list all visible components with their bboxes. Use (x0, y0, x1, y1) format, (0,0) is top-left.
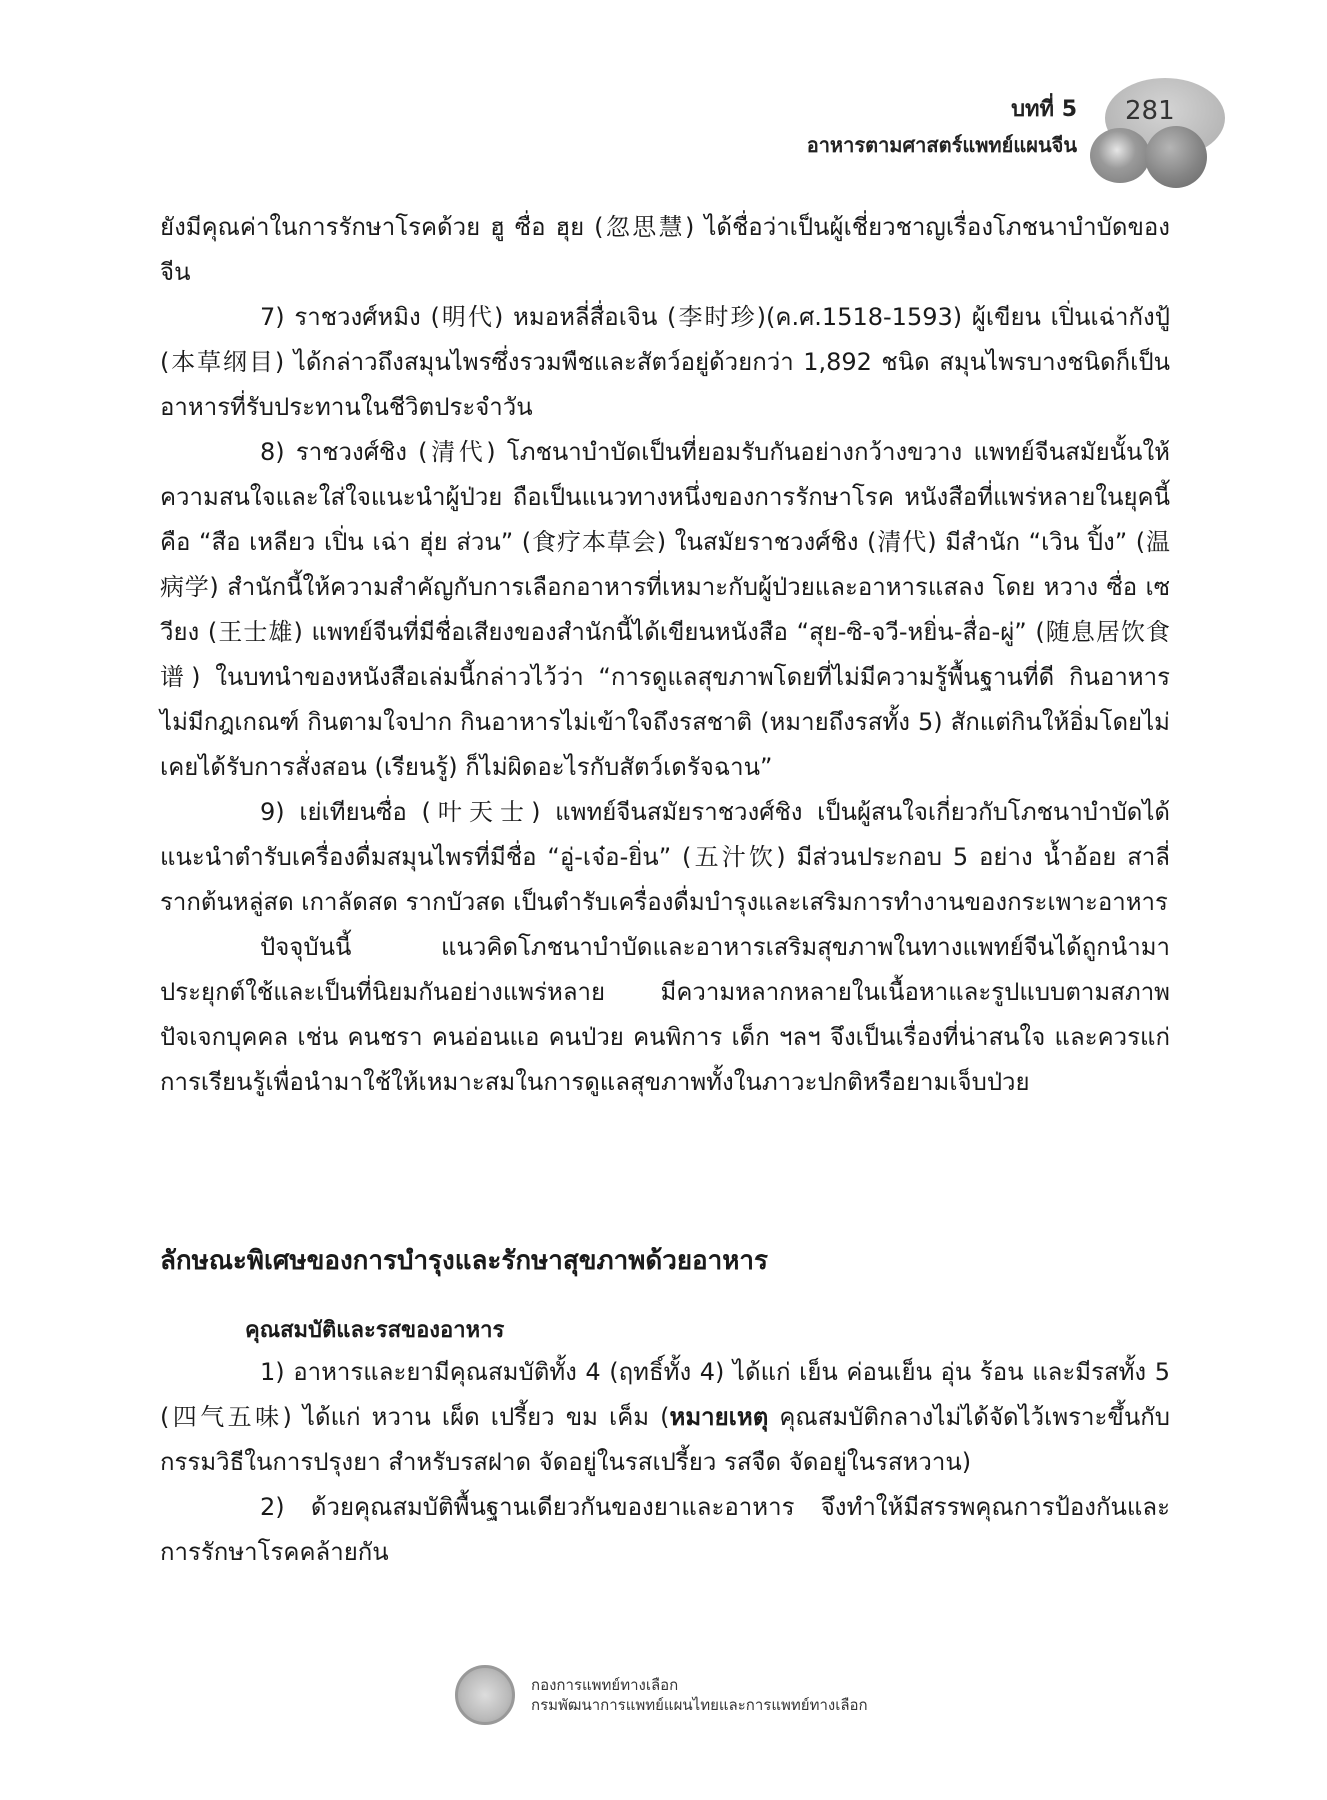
list-item: 2) ด้วยคุณสมบัติพื้นฐานเดียวกันของยาและอาหาร จึงทำให้มีสรรพคุณการป้องกันและการรักษาโรคคล้ายกัน (160, 1493, 1170, 1566)
item-text: 1) อาหารและยามีคุณสมบัติทั้ง 4 (ฤทธิ์ทั้ง 4) ได้แก่ เย็น ค่อนเย็น อุ่น ร้อน และมีรสทั้ง 5 (四气五味) ได้แก่ หวาน เผ็ด เปรี้ยว ขม เค็ม ( (160, 1358, 1170, 1431)
tomato-half-icon (1090, 128, 1150, 183)
footer-line-1: กองการแพทย์ทางเลือก (531, 1676, 679, 1694)
chapter-title: อาหารตามศาสตร์แพทย์แผนจีน (806, 133, 1077, 157)
paragraph: 7) ราชวงศ์หมิง (明代) หมอหลี่สื่อเจิน (李时珍)(ค.ศ.1518-1593) ผู้เขียน เปิ่นเฉ่ากังปู้ (本草纲目) ได้กล่าวถึงสมุนไพรซึ่งรวมพืชและสัตว์อยู่ด้วยกว่า 1,892 ชนิด สมุนไพรบางชนิดก็เป็นอาหารที่รับประทานในชีวิตประจำวัน (160, 303, 1170, 421)
page-number: 281 (1125, 96, 1175, 126)
paragraph: ยังมีคุณค่าในการรักษาโรคด้วย ฮู ซื่อ ฮุย (忽思慧) ได้ชื่อว่าเป็นผู้เชี่ยวชาญเรื่องโภชนาบำบัดของจีน (160, 213, 1170, 286)
running-header (807, 95, 1077, 161)
department-logo-icon (455, 1665, 515, 1725)
subsection-heading: คุณสมบัติและรสของอาหาร (245, 1318, 505, 1343)
body-text (160, 205, 1170, 1105)
footer (455, 1665, 868, 1725)
footer-line-2: กรมพัฒนาการแพทย์แผนไทยและการแพทย์ทางเลือก (531, 1696, 868, 1714)
tomato-icon (1145, 126, 1207, 188)
section-heading: ลักษณะพิเศษของการบำรุงและรักษาสุขภาพด้วยอาหาร (160, 1246, 768, 1276)
paragraph: ปัจจุบันนี้ แนวคิดโภชนาบำบัดและอาหารเสริมสุขภาพในทางแพทย์จีนได้ถูกนำมาประยุกต์ใช้และเป็นที่นิยมกันอย่างแพร่หลาย มีความหลากหลายในเนื้อหาและรูปแบบตามสภาพปัจเจกบุคคล เช่น คนชรา คนอ่อนแอ คนป่วย คนพิการ เด็ก ฯลฯ จึงเป็นเรื่องที่น่าสนใจ และควรแก่การเรียนรู้เพื่อนำมาใช้ให้เหมาะสมในการดูแลสุขภาพทั้งในภาวะปกติหรือยามเจ็บป่วย (160, 933, 1171, 1096)
paragraph: 8) ราชวงศ์ชิง (清代) โภชนาบำบัดเป็นที่ยอมรับกันอย่างกว้างขวาง แพทย์จีนสมัยนั้นให้ความสนใจและใส่ใจแนะนำผู้ป่วย ถือเป็นแนวทางหนึ่งของการรักษาโรค หนังสือที่แพร่หลายในยุคนี้คือ “สือ เหลียว เปิ่น เฉ่า ฮุ่ย ส่วน” (食疗本草会) ในสมัยราชวงศ์ชิง (清代) มีสำนัก “เวิน ปิ้ง” (温病学) สำนักนี้ให้ความสำคัญกับการเลือกอาหารที่เหมาะกับผู้ป่วยและอาหารแสลง โดย หวาง ซื่อ เซวียง (王士雄) แพทย์จีนที่มีชื่อเสียงของสำนักนี้ได้เขียนหนังสือ “สุย-ซิ-จวี-หยิ่น-สื่อ-ผู่” (随息居饮食谱) ในบทนำของหนังสือเล่มนี้กล่าวไว้ว่า “การดูแลสุขภาพโดยที่ไม่มีความรู้พื้นฐานที่ดี กินอาหารไม่มีกฎเกณฑ์ กินตามใจปาก กินอาหารไม่เข้าใจถึงรสชาติ (หมายถึงรสทั้ง 5) สักแต่กินให้อิ่มโดยไม่เคยได้รับการสั่งสอน (เรียนรู้) ก็ไม่ผิดอะไรกับสัตว์เดรัจฉาน” (160, 438, 1170, 781)
item-text: คุณสมบัติกลางไม่ได้จัดไว้เพราะขึ้นกับกรรมวิธีในการปรุงยา สำหรับรสฝาด จัดอยู่ในรสเปรี้ยว รสจืด จัดอยู่ในรสหวาน) (160, 1403, 1170, 1476)
page-number-decoration (1085, 78, 1255, 198)
section-body (160, 1350, 1170, 1575)
paragraph: 9) เย่เทียนซื่อ (叶天士) แพทย์จีนสมัยราชวงศ์ชิง เป็นผู้สนใจเกี่ยวกับโภชนาบำบัดได้แนะนำตำรับเครื่องดื่มสมุนไพรที่มีชื่อ “อู่-เจ๋อ-ยิ่น” (五汁饮) มีส่วนประกอบ 5 อย่าง น้ำอ้อย สาลี่ รากต้นหลู่สด เกาลัดสด รากบัวสด เป็นตำรับเครื่องดื่มบำรุงและเสริมการทำงานของกระเพาะอาหาร (160, 798, 1170, 916)
chapter-label: บทที่ 5 (1011, 97, 1077, 122)
list-item (160, 1350, 1170, 1485)
note-label: หมายเหตุ (669, 1403, 769, 1431)
